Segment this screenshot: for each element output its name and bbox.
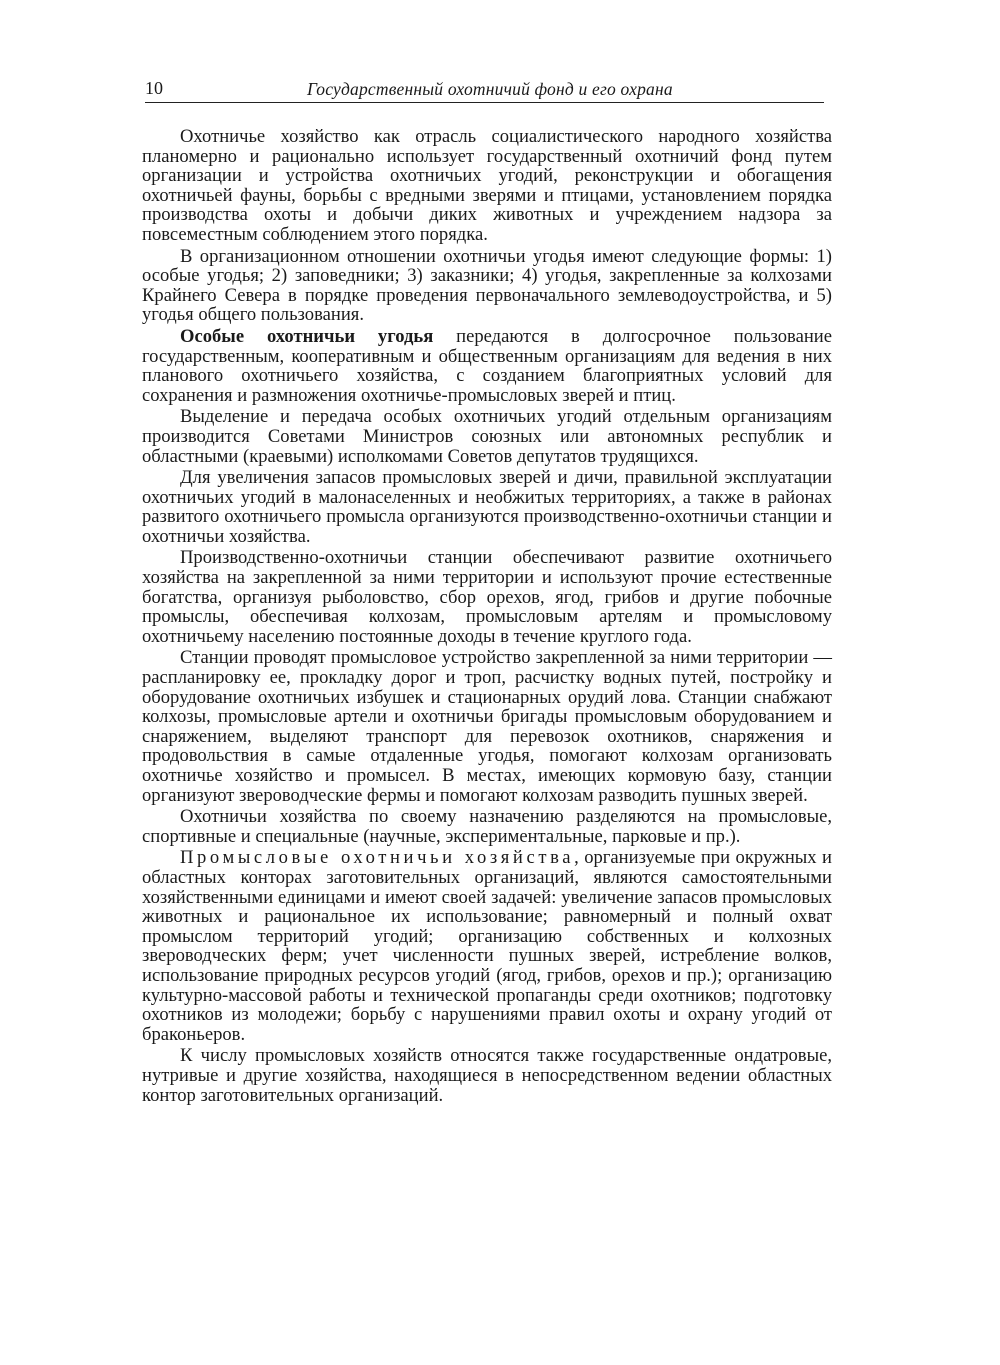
page-number: 10 xyxy=(145,78,163,98)
paragraph-lead-bold: Особые охотничьи угодья xyxy=(180,325,434,347)
running-title: Государственный охотничий фонд и его охрана xyxy=(307,79,673,99)
paragraph: К числу промысловых хозяйств относятся также государственные ондатровые, нутривые и другие хозяйства, находящиеся в непосредственном ведении областных контор заготовительных организаций. xyxy=(142,1045,832,1106)
paragraph: Охотничьи хозяйства по своему назначению разделяются на промысловые, спортивные и специальные (научные, экспериментальные, парковые и пр.). xyxy=(142,806,832,847)
paragraph xyxy=(142,848,832,1044)
paragraph-body: , организуемые при окружных и областных конторах заготовительных организаций, являются самостоятельными хозяйственными единицами и имеют своей задачей: увеличение запасов промысловых животных и рациональное их использование; равномерный и полный охват промыслом территорий угодий; организацию собственных и колхозных звероводческих ферм; учет численности пушных зверей, истребление волков, использование природных ресурсов угодий (ягод, грибов, орехов и пр.); организацию культурно-массовой работы и технической пропаганды среди охотников; подготовку охотников из молодежи; борьбу с нарушениями правил охоты и охрану угодий от браконьеров. xyxy=(142,847,833,1045)
paragraph-lead-spaced: Промысловые охотничьи хозяйства xyxy=(180,847,575,869)
paragraph: В организационном отношении охотничьи угодья имеют следующие формы: 1) особые угодья; 2) заповедники; 3) заказники; 4) угодья, закрепленные за колхозами Крайнего Севера в порядке проведения первоначального землеводоустройства, и 5) угодья общего пользования. xyxy=(142,245,832,326)
paragraph: Выделение и передача особых охотничьих угодий отдельным организациям производится Советами Министров союзных или автономных республик и областными (краевыми) исполкомами Советов депутатов трудящихся. xyxy=(142,406,832,467)
body-text xyxy=(142,127,832,1105)
document-page xyxy=(142,78,832,1105)
paragraph: Производственно-охотничьи станции обеспечивают развитие охотничьего хозяйства на закрепленной за ними территории и используют прочие естественные богатства, организуя рыболовство, сбор орехов, ягод, грибов и другие побочные промыслы, обеспечивая колхозам, промысловым артелям и промысловому охотничьему населению постоянные доходы в течение круглого года. xyxy=(142,547,832,647)
paragraph: Для увеличения запасов промысловых зверей и дичи, правильной эксплуатации охотничьих угодий в малонаселенных и необжитых территориях, а также в районах развитого охотничьего промысла организуются производственно-охотничьи станции и охотничьи хозяйства. xyxy=(142,467,832,547)
running-header xyxy=(145,78,824,103)
paragraph-body: передаются в долгосрочное пользование государственным, кооперативным и общественным организациям для ведения в них планового охотничьего хозяйства, с созданием благоприятных условий для сохранения и размножения охотничье-промысловых зверей и птиц. xyxy=(142,325,833,406)
paragraph: Станции проводят промысловое устройство закрепленной за ними территории — распланировку ее, прокладку дорог и троп, расчистку водных путей, постройку и оборудование охотничьих избушек и стационарных орудий лова. Станции снабжают колхозы, промысловые артели и охотничьи бригады промысловым оборудованием и снаряжением, выделяют транспорт для перевозок охотников, снаряжения и продовольствия в самые отдаленные угодья, помогают колхозам организовать охотничье хозяйство и промысел. В местах, имеющих кормовую базу, станции организуют звероводческие фермы и помогают колхозам разводить пушных зверей. xyxy=(142,647,832,806)
paragraph xyxy=(142,327,832,405)
paragraph: Охотничье хозяйство как отрасль социалистического народного хозяйства планомерно и рационально использует государственный охотничий фонд путем организации и устройства охотничьих угодий, реконструкции и обогащения охотничьей фауны, борьбы с вредными зверями и птицами, установлением порядка производства охоты и добычи диких животных и учреждением надзора за повсеместным соблюдением этого порядка. xyxy=(142,126,832,245)
